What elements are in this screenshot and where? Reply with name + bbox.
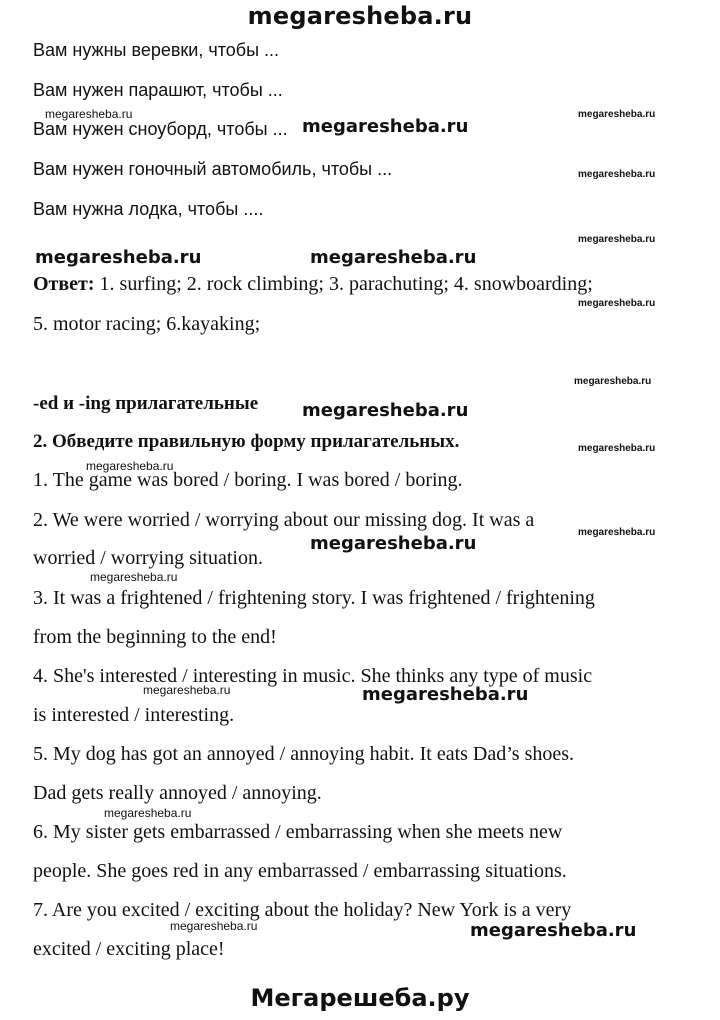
intro-line: Вам нужна лодка, чтобы .... bbox=[33, 199, 264, 219]
watermark: megaresheba.ru bbox=[574, 376, 652, 387]
answer-line bbox=[33, 272, 593, 296]
task-heading: 2. Обведите правильную форму прилагательных. bbox=[33, 431, 460, 452]
watermark: megaresheba.ru bbox=[310, 533, 477, 554]
intro-line: Вам нужен гоночный автомобиль, чтобы ... bbox=[33, 159, 393, 179]
exercise-line: 5. My dog has got an annoyed / annoying habit. It eats Dad’s shoes. bbox=[33, 743, 575, 765]
watermark: megaresheba.ru bbox=[143, 683, 231, 697]
answer-label: Ответ: bbox=[33, 273, 95, 295]
intro-line: Вам нужны веревки, чтобы ... bbox=[33, 40, 280, 60]
watermark: megaresheba.ru bbox=[578, 443, 656, 454]
watermark: megaresheba.ru bbox=[302, 400, 469, 421]
exercise-line: is interested / interesting. bbox=[33, 704, 235, 726]
exercise-line: 6. My sister gets embarrassed / embarrassing when she meets new bbox=[33, 821, 563, 843]
watermark: megaresheba.ru bbox=[104, 806, 192, 820]
watermark: megaresheba.ru bbox=[578, 234, 656, 245]
watermark: megaresheba.ru bbox=[86, 459, 174, 473]
exercise-line: from the beginning to the end! bbox=[33, 626, 277, 648]
watermark: megaresheba.ru bbox=[310, 247, 477, 268]
section-title: -ed и -ing прилагательные bbox=[33, 393, 259, 414]
exercise-line: excited / exciting place! bbox=[33, 938, 225, 960]
exercise-line: 1. The game was bored / boring. I was bored / boring. bbox=[33, 469, 463, 491]
exercise-line: people. She goes red in any embarrassed / embarrassing situations. bbox=[33, 860, 567, 882]
watermark: megaresheba.ru bbox=[302, 116, 469, 137]
intro-line: Вам нужен парашют, чтобы ... bbox=[33, 80, 283, 100]
site-header[interactable]: megaresheba.ru bbox=[247, 2, 473, 30]
watermark: megaresheba.ru bbox=[45, 107, 133, 121]
exercise-line: 4. She's interested / interesting in music. She thinks any type of music bbox=[33, 665, 593, 687]
watermark: megaresheba.ru bbox=[35, 247, 202, 268]
answer-line-2: 5. motor racing; 6.kayaking; bbox=[33, 313, 261, 335]
exercise-line: 2. We were worried / worrying about our missing dog. It was a bbox=[33, 509, 535, 531]
watermark: megaresheba.ru bbox=[578, 169, 656, 180]
watermark: megaresheba.ru bbox=[578, 298, 656, 309]
watermark: megaresheba.ru bbox=[362, 684, 529, 705]
watermark: megaresheba.ru bbox=[90, 570, 178, 584]
intro-line: Вам нужен сноуборд, чтобы ... bbox=[33, 119, 288, 139]
watermark: megaresheba.ru bbox=[170, 919, 258, 933]
exercise-line: 3. It was a frightened / frightening story. I was frightened / frightening bbox=[33, 587, 595, 609]
exercise-line: 7. Are you excited / exciting about the holiday? New York is a very bbox=[33, 899, 572, 921]
watermark: megaresheba.ru bbox=[578, 109, 656, 120]
exercise-line: worried / worrying situation. bbox=[33, 547, 263, 569]
site-footer[interactable]: Мегарешеба.ру bbox=[250, 984, 470, 1012]
exercise-line: Dad gets really annoyed / annoying. bbox=[33, 782, 322, 804]
watermark: megaresheba.ru bbox=[470, 920, 637, 941]
answer-text: 1. surfing; 2. rock climbing; 3. parachuting; 4. snowboarding; bbox=[94, 273, 593, 295]
watermark: megaresheba.ru bbox=[578, 527, 656, 538]
